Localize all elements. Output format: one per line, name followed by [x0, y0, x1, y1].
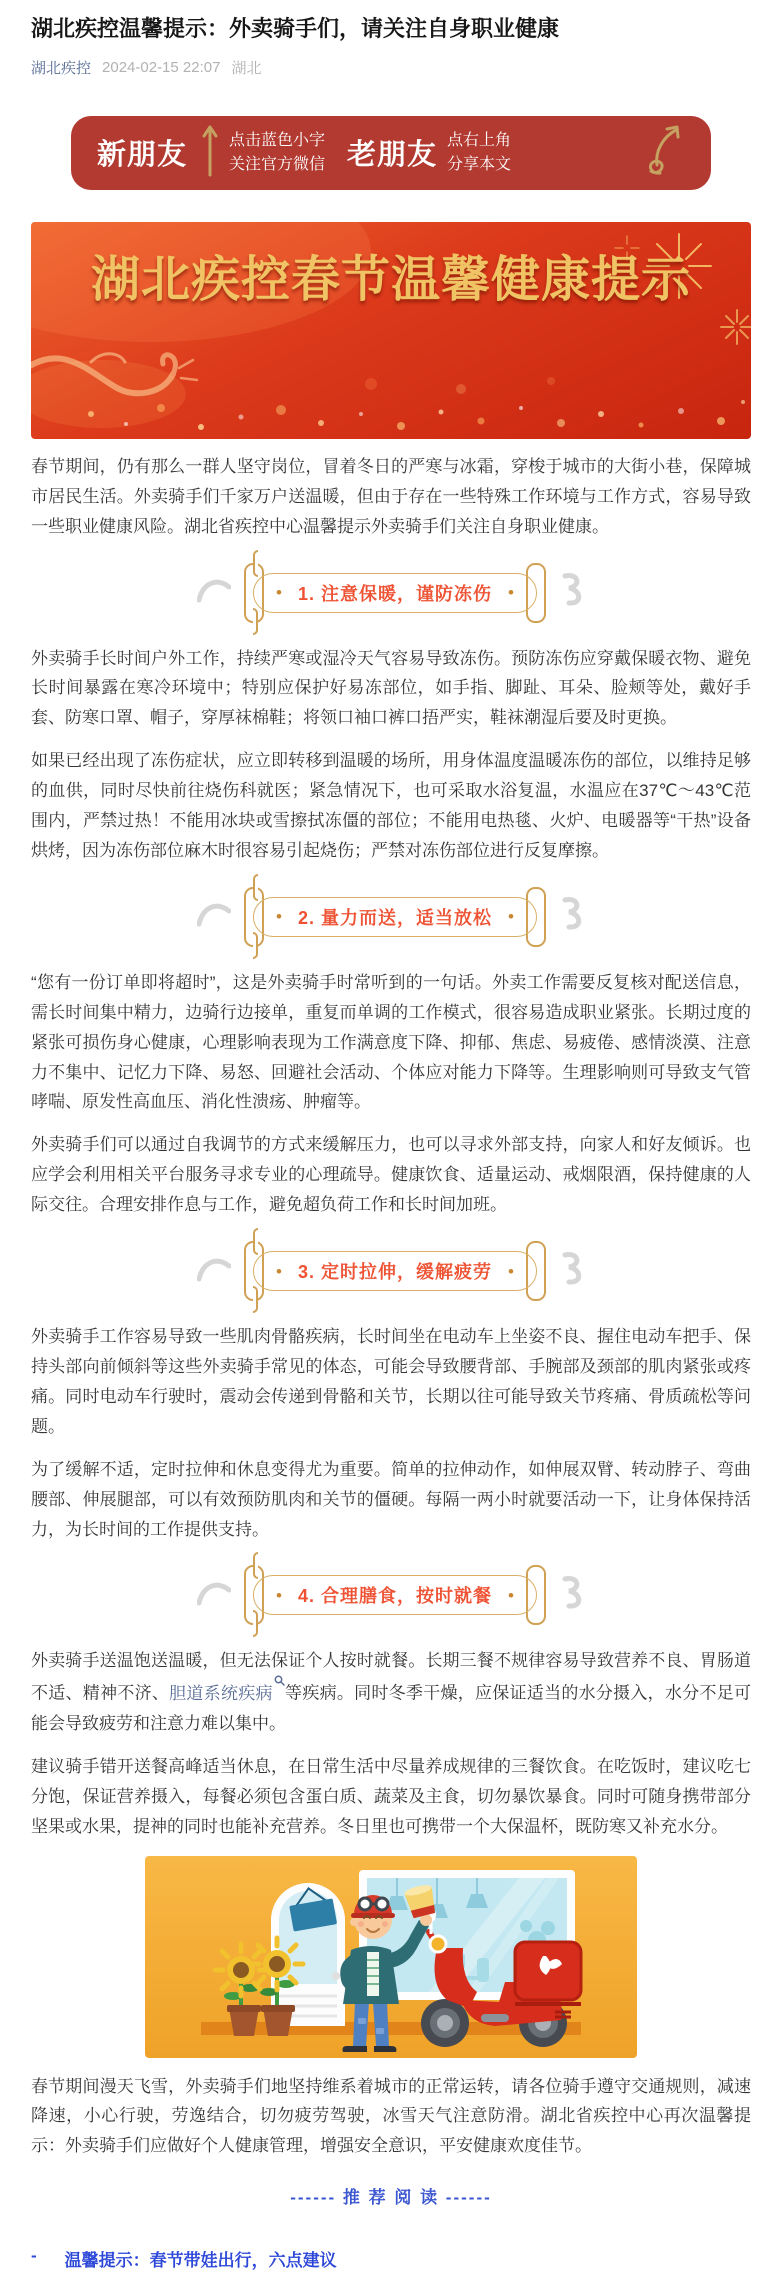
publish-date: 2024-02-15 22:07 — [102, 58, 221, 76]
badge-dot: • — [508, 907, 514, 927]
page-title: 湖北疾控温馨提示：外卖骑手们，请关注自身职业健康 — [31, 16, 560, 41]
curl-left-icon — [197, 1578, 231, 1613]
article-meta — [31, 57, 751, 78]
section-badge-4 — [31, 1557, 751, 1633]
badge-dot: • — [508, 1261, 514, 1281]
dash-bullet: - — [31, 2246, 37, 2266]
new-friends-label: 新朋友 — [97, 139, 188, 172]
section-badge-1 — [31, 555, 751, 631]
outro-paragraph: 春节期间漫天飞雪，外卖骑手们地坚持维系着城市的正常运转，请各位骑手遵守交通规则，减速降速，小心行驶，劳逸结合，切勿疲劳驾驶，冰雪天气注意防滑。湖北省疾控中心再次温馨提示：外卖骑手们应做好个人健康管理，增强安全意识，平安健康欢度佳节。 — [31, 2076, 751, 2156]
paragraph-text: 等疾病。同时冬季干燥，应保证适当的水分摄入，水分不足可能会导致疲劳和注意力难以集中。 — [31, 1684, 752, 1733]
section1-paragraph-1: 外卖骑手长时间户外工作，持续严寒或湿冷天气容易导致冻伤。预防冻伤应穿戴保暖衣物、避免长时间暴露在寒冷环境中；特别应保护好易冻部位，如手指、脚趾、耳朵、脸颊等处，戴好手套、防寒口罩、帽子，穿厚袜棉鞋；将领口袖口裤口捂严实，鞋袜潮湿后要及时更换。 — [31, 648, 751, 728]
section4-paragraph-2: 建议骑手错开送餐高峰适当休息，在日常生活中尽量养成规律的三餐饮食。在吃饭时，建议吃七分饱，保证营养摄入，每餐必须包含蛋白质、蔬菜及主食，切勿暴饮暴食。同时可随身携带部分坚果或水果，提神的同时也能补充营养。冬日里也可携带一个大保温杯，既防寒又补充水分。 — [31, 1756, 751, 1836]
section-heading-1: 1. 注意保暖，谨防冻伤 — [297, 583, 492, 604]
paragraph-text: 外卖骑手送温饱送温暖，但无法保证个人按时就餐。长期三餐不规律容易导致营养不良、胃肠道不适、精神不济、 — [31, 1651, 751, 1704]
curl-left-icon — [197, 575, 231, 610]
share-hint-line1: 点右上角 — [447, 131, 512, 149]
badge-dot: • — [508, 583, 514, 603]
curl-left-icon — [197, 899, 231, 934]
rider-illustration[interactable] — [145, 1856, 637, 2058]
curl-right-icon — [559, 1576, 585, 1615]
section3-paragraph-1: 外卖骑手工作容易导致一些肌肉骨骼疾病，长时间坐在电动车上坐姿不良、握住电动车把手、保持头部向前倾斜等这些外卖骑手常见的体态，可能会导致腰背部、手腕部及颈部的肌肉紧张或疼痛。同时电动车行驶时，震动会传递到骨骼和关节，长期以往可能导致关节疼痛、骨质疏松等问题。 — [31, 1327, 751, 1436]
recommend-link[interactable]: 温馨提示：春节带娃出行，六点建议 — [64, 2251, 337, 2271]
hero-title: 湖北疾控春节温馨健康提示 — [90, 252, 691, 307]
section-badge-3 — [31, 1233, 751, 1309]
share-arrow-icon — [643, 123, 685, 182]
section2-paragraph-1: “您有一份订单即将超时”，这是外卖骑手时常听到的一句话。外卖工作需要反复核对配送信息，需长时间集中精力，边骑行边接单，重复而单调的工作模式，很容易造成职业紧张。长期过度的紧张可损伤身心健康，心理影响表现为工作满意度下降、抑郁、焦虑、易疲倦、感情淡漠、注意力不集中、记忆力下降、易怒、回避社会活动、个体应对能力下降等。生理影响则可导致支气管哮喘、原发性高血压、消化性溃疡、肿瘤等。 — [31, 972, 751, 1112]
share-hint — [447, 129, 511, 177]
old-friends-label: 老朋友 — [347, 139, 438, 172]
search-icon — [274, 1674, 285, 1690]
up-arrow-icon — [201, 122, 219, 183]
badge-dot: • — [508, 1585, 514, 1605]
curl-right-icon — [559, 897, 585, 936]
section2-paragraph-2: 外卖骑手们可以通过自我调节的方式来缓解压力，也可以寻求外部支持，向家人和好友倾诉。也应学会利用相关平台服务寻求专业的心理疏导。健康饮食、适量运动、戒烟限酒，保持健康的人际交往。合理安排作息与工作，避免超负荷工作和长时间加班。 — [31, 1135, 751, 1215]
intro-paragraph: 春节期间，仍有那么一群人坚守岗位，冒着冬日的严寒与冰霜，穿梭于城市的大街小巷，保障城市居民生活。外卖骑手们千家万户送温暖，但由于存在一些特殊工作环境与工作方式，容易导致一些职业健康风险。湖北省疾控中心温馨提示外卖骑手们关注自身职业健康。 — [31, 456, 751, 536]
recommend-divider: ------ 推 荐 阅 读 ------ — [290, 2188, 492, 2208]
section-badge-2 — [31, 879, 751, 955]
curl-left-icon — [197, 1254, 231, 1289]
follow-hint-line2: 关注官方微信 — [229, 155, 326, 173]
curl-right-icon — [559, 1252, 585, 1291]
badge-dot: • — [276, 1585, 282, 1605]
section-heading-3: 3. 定时拉伸，缓解疲劳 — [297, 1262, 492, 1283]
publish-region: 湖北 — [231, 59, 262, 77]
section3-paragraph-2: 为了缓解不适，定时拉伸和休息变得尤为重要。简单的拉伸动作，如伸展双臂、转动脖子、弯曲腰部、伸展腿部，可以有效预防肌肉和关节的僵硬。每隔一两小时就要活动一下，让身体保持活力，为长时间的工作提供支持。 — [31, 1459, 751, 1539]
badge-dot: • — [276, 1261, 282, 1281]
section-heading-2: 2. 量力而送，适当放松 — [297, 907, 492, 928]
hero-image[interactable] — [31, 222, 751, 439]
follow-hint-line1: 点击蓝色小字 — [229, 131, 326, 149]
badge-dot: • — [276, 907, 282, 927]
badge-dot: • — [276, 583, 282, 603]
entity-link-biliary-disease[interactable]: 胆道系统疾病 — [169, 1684, 285, 1703]
section4-paragraph-1 — [31, 1646, 751, 1738]
follow-banner[interactable] — [71, 116, 711, 190]
account-link[interactable]: 湖北疾控 — [31, 59, 92, 77]
section-heading-4: 4. 合理膳食，按时就餐 — [297, 1586, 492, 1607]
follow-hint — [229, 129, 325, 177]
share-hint-line2: 分享本文 — [447, 155, 512, 173]
section1-paragraph-2: 如果已经出现了冻伤症状，应立即转移到温暖的场所，用身体温度温暖冻伤的部位，以维持足够的血供，同时尽快前往烧伤科就医；紧急情况下，也可采取水浴复温，水温应在37℃～43℃范围内，严禁过热！不能用冰块或雪擦拭冻僵的部位；不能用电热毯、火炉、电暖器等“干热”设备烘烤，因为冻伤部位麻木时很容易引起烧伤；严禁对冻伤部位进行反复摩擦。 — [31, 751, 751, 860]
curl-right-icon — [559, 573, 585, 612]
